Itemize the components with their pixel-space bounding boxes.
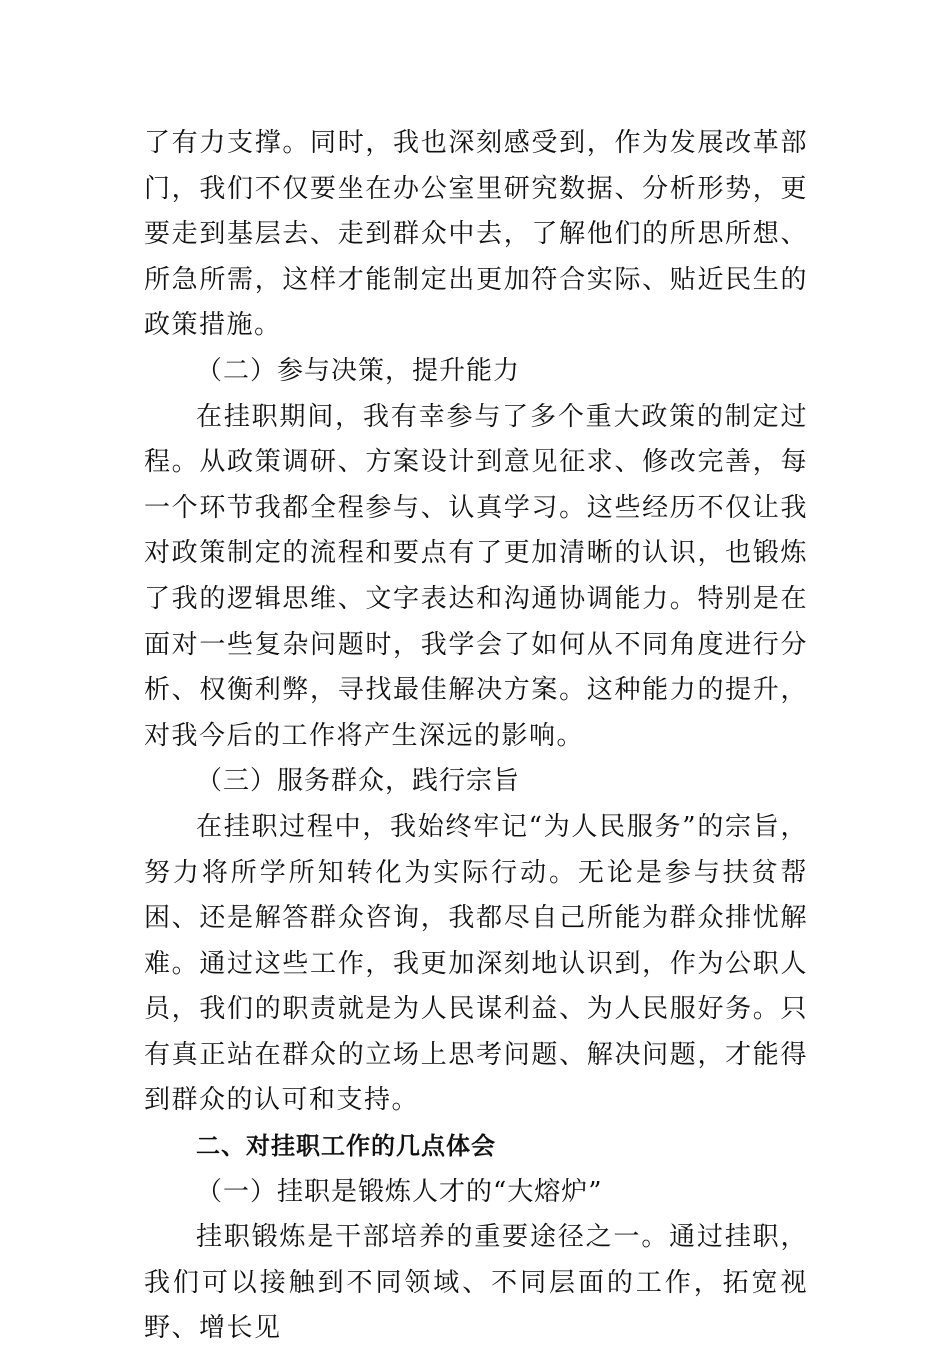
subheading-serve-masses: （三）服务群众，践行宗旨	[196, 766, 521, 797]
paragraph-continued: 了有力支撑。同时，我也深刻感受到，作为发展改革部门，我们不仅要坐在办公室里研究数据、分析形势，更要走到基层去、走到群众中去，了解他们的所思所想、所急所需，这样才能制定出更加符合实际、贴近民生的政策措施。	[144, 128, 808, 341]
subheading-furnace: （一）挂职是锻炼人才的“大熔炉”	[196, 1176, 603, 1207]
section-heading-insights: 二、对挂职工作的几点体会	[196, 1132, 496, 1161]
subheading-participate-decision: （二）参与决策，提升能力	[196, 355, 521, 386]
paragraph-serve: 在挂职过程中，我始终牢记“为人民服务”的宗旨，努力将所学所知转化为实际行动。无论是参与扶贫帮困、还是解答群众咨询，我都尽自己所能为群众排忧解难。通过这些工作，我更加深刻地认识到，作为公职人员，我们的职责就是为人民谋利益、为人民服好务。只有真正站在群众的立场上思考问题、解决问题，才能得到群众的认可和支持。	[144, 811, 808, 1116]
paragraph-training: 挂职锻炼是干部培养的重要途径之一。通过挂职，我们可以接触到不同领域、不同层面的工作，拓宽视野、增长见	[144, 1222, 808, 1344]
document-body	[144, 121, 808, 1352]
paragraph-decision: 在挂职期间，我有幸参与了多个重大政策的制定过程。从政策调研、方案设计到意见征求、修改完善，每一个环节我都全程参与、认真学习。这些经历不仅让我对政策制定的流程和要点有了更加清晰的认识，也锻炼了我的逻辑思维、文字表达和沟通协调能力。特别是在面对一些复杂问题时，我学会了如何从不同角度进行分析、权衡利弊，寻找最佳解决方案。这种能力的提升，对我今后的工作将产生深远的影响。	[144, 401, 808, 751]
